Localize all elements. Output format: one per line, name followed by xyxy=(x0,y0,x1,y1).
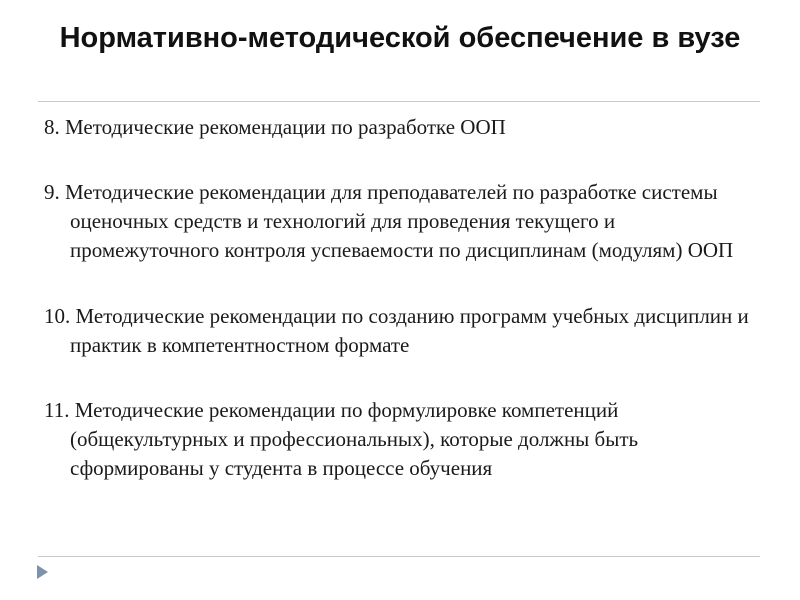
item-number: 10. xyxy=(44,304,71,328)
item-number: 11. xyxy=(44,398,70,422)
item-text: Методические рекомендации для преподавателей по разработке системы оценочных средств и технологий для проведения текущего и промежуточного контроля успеваемости по дисциплинам (модулям) ООП xyxy=(65,180,734,262)
slide-title: Нормативно-методической обеспечение в вузе xyxy=(59,22,741,54)
item-text: Методические рекомендации по созданию программ учебных дисциплин и практик в компетентностном формате xyxy=(70,304,749,357)
list-item xyxy=(44,178,760,265)
recommendations-list xyxy=(44,113,760,483)
list-item xyxy=(44,302,760,360)
item-number: 9. xyxy=(44,180,60,204)
item-text: Методические рекомендации по разработке ООП xyxy=(65,115,506,139)
next-slide-arrow-icon[interactable] xyxy=(37,565,48,579)
list-item xyxy=(44,113,760,142)
item-text: Методические рекомендации по формулировке компетенций (общекультурных и профессиональных), которые должны быть сформированы у студента в процессе обучения xyxy=(70,398,639,480)
list-item xyxy=(44,396,760,483)
title-divider xyxy=(38,101,760,102)
item-number: 8. xyxy=(44,115,60,139)
footer-divider xyxy=(38,556,760,557)
